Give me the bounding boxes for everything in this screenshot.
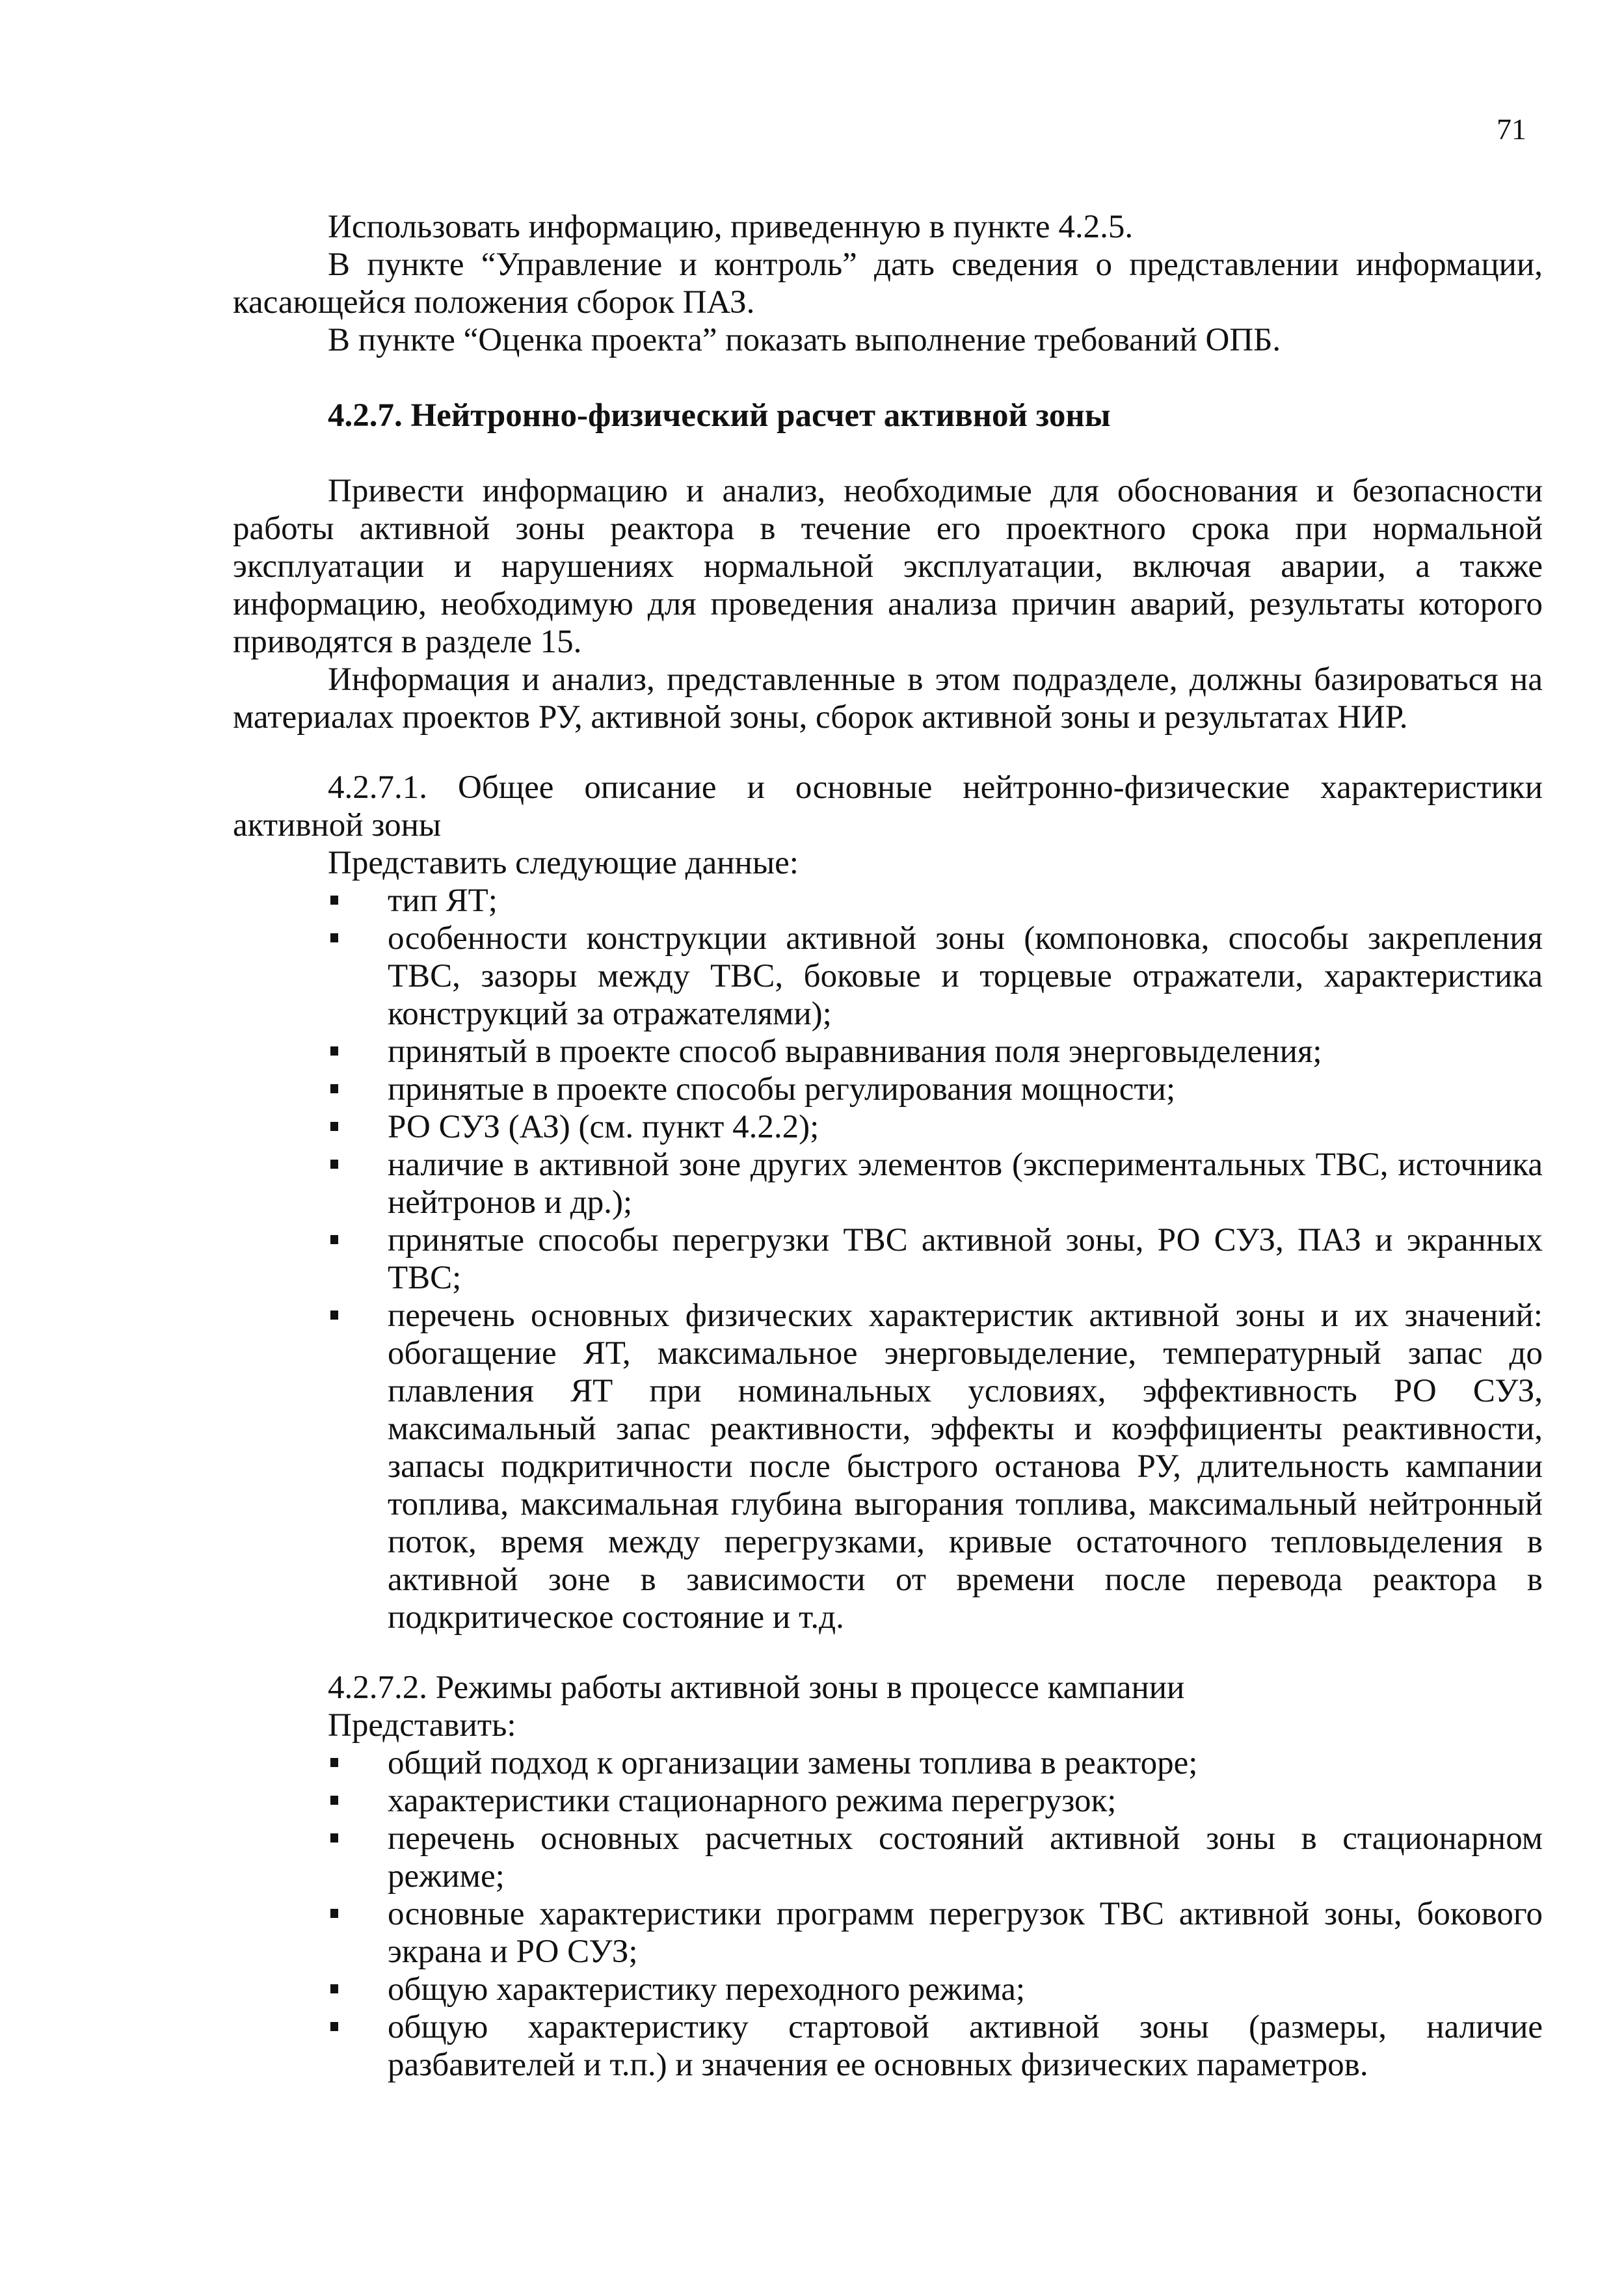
list-item (233, 882, 1543, 920)
subsection-heading: 4.2.7.2. Режимы работы активной зоны в процессе кампании (328, 1669, 1185, 1706)
page-number: 71 (1497, 113, 1526, 146)
bullet-icon (330, 1909, 338, 1918)
bullet-icon (330, 2022, 338, 2031)
section-heading: 4.2.7. Нейтронно-физический расчет активной зоны (328, 397, 1111, 434)
page-content (233, 208, 1543, 2084)
list-item (233, 1071, 1543, 1108)
bullet-icon (330, 1758, 338, 1767)
list-item-text: принятые в проекте способы регулирования мощности; (388, 1071, 1176, 1108)
bullet-icon (330, 1235, 338, 1244)
list-item-text: общую характеристику переходного режима; (388, 1971, 1026, 2008)
intro-paragraph: В пункте “Оценка проекта” показать выполнение требований ОПБ. (328, 322, 1281, 358)
intro-paragraph: Использовать информацию, приведенную в пункте 4.2.5. (328, 209, 1134, 245)
list-item (233, 1033, 1543, 1071)
list-item (233, 1820, 1543, 1895)
list-item-text: принятые способы перегрузки ТВС активной зоны, РО СУЗ, ПАЗ и экранных ТВС; (388, 1222, 1543, 1296)
list-item (233, 1895, 1543, 1971)
subsection-lead: Представить следующие данные: (328, 845, 799, 881)
list-item (233, 2008, 1543, 2084)
list-item (233, 1297, 1543, 1636)
list-item (233, 1146, 1543, 1221)
list-item-text: наличие в активной зоне других элементов (экспериментальных ТВС, источника нейтронов и др.); (388, 1147, 1543, 1221)
list-item (233, 1221, 1543, 1297)
bullet-icon (330, 1796, 338, 1805)
list-item-text: тип ЯТ; (388, 883, 498, 919)
list-item-text: общий подход к организации замены топлива в реакторе; (388, 1745, 1198, 1781)
intro-paragraph: В пункте “Управление и контроль” дать сведения о представлении информации, касающейся положения сборок ПАЗ. (233, 246, 1543, 321)
bullet-icon (330, 1160, 338, 1169)
list-item-text: характеристики стационарного режима перегрузок; (388, 1783, 1117, 1819)
list-item-text: перечень основных физических характеристик активной зоны и их значений: обогащение ЯТ, максимальное энерговыделение, температурный запас до плавления ЯТ при номинальных условиях, эффективность РО СУЗ, максимальный запас реактивности, эффекты и коэффициенты реактивности, запасы подкритичности после быстрого останова РУ, длительность кампании топлива, максимальная глубина выгорания топлива, максимальный нейтронный поток, время между перегрузками, кривые остаточного тепловыделения в активной зоне в зависимости от времени после перевода реактора в подкритическое состояние и т.д. (388, 1297, 1543, 1636)
bullet-list (233, 882, 1543, 1636)
list-item-text: особенности конструкции активной зоны (компоновка, способы закрепления ТВС, зазоры между ТВС, боковые и торцевые отражатели, характеристика конструкций за отражателями); (388, 920, 1543, 1032)
list-item-text: принятый в проекте способ выравнивания поля энерговыделения; (388, 1033, 1322, 1070)
list-item-text: перечень основных расчетных состояний активной зоны в стационарном режиме; (388, 1820, 1543, 1895)
bullet-icon (330, 1833, 338, 1842)
list-item (233, 1744, 1543, 1782)
bullet-icon (330, 1122, 338, 1131)
list-item (233, 1971, 1543, 2008)
list-item-text: РО СУЗ (АЗ) (см. пункт 4.2.2); (388, 1109, 819, 1145)
section-paragraph: Информация и анализ, представленные в этом подразделе, должны базироваться на материалах проектов РУ, активной зоны, сборок активной зоны и результатах НИР. (233, 661, 1543, 736)
section-paragraph: Привести информацию и анализ, необходимые для обоснования и безопасности работы активной зоны реактора в течение его проектного срока при нормальной эксплуатации и нарушениях нормальной эксплуатации, включая аварии, а также информацию, необходимую для проведения анализа причин аварий, результаты которого приводятся в разделе 15. (233, 473, 1543, 660)
bullet-icon (330, 1984, 338, 1993)
bullet-icon (330, 933, 338, 942)
list-item (233, 1108, 1543, 1146)
subsection-lead: Представить: (328, 1707, 516, 1744)
bullet-icon (330, 1310, 338, 1320)
list-item-text: общую характеристику стартовой активной зоны (размеры, наличие разбавителей и т.п.) и значения ее основных физических параметров. (388, 2009, 1543, 2083)
bullet-icon (330, 1046, 338, 1056)
list-item-text: основные характеристики программ перегрузок ТВС активной зоны, бокового экрана и РО СУЗ; (388, 1896, 1543, 1970)
bullet-list (233, 1744, 1543, 2084)
bullet-icon (330, 1084, 338, 1093)
subsection-heading: 4.2.7.1. Общее описание и основные нейтронно-физические характеристики активной зоны (233, 769, 1543, 844)
list-item (233, 920, 1543, 1033)
bullet-icon (330, 896, 338, 905)
list-item (233, 1782, 1543, 1820)
